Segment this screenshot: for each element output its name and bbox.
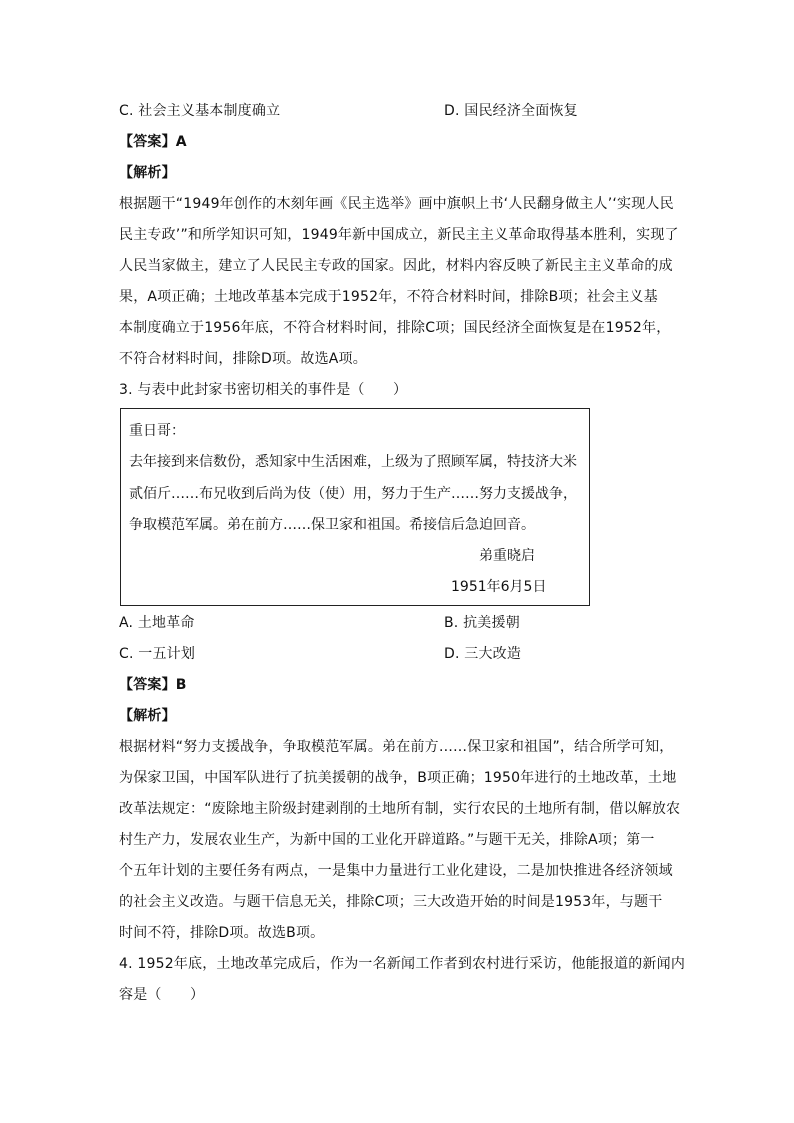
q2-analysis-line: 本制度确立于1956年底，不符合材料时间，排除C项；国民经济全面恢复是在1952年， — [119, 320, 671, 336]
q3-analysis-line: 为保家卫国，中国军队进行了抗美援朝的战争，B项正确；1950年进行的土地改革，土地 — [119, 770, 677, 786]
q3-analysis-line: 的社会主义改造。与题干信息无关，排除C项；三大改造开始的时间是1953年，与题干 — [119, 894, 663, 910]
q2-option-c: C. 社会主义基本制度确立 — [119, 103, 281, 119]
q3-analysis-label: 【解析】 — [119, 708, 176, 724]
letter-body-line: 争取模范军属。弟在前方……保卫家和祖国。希接信后急迫回音。 — [129, 517, 535, 533]
q2-option-d: D. 国民经济全面恢复 — [444, 103, 578, 119]
letter-signature: 弟重晓启 — [479, 548, 535, 564]
letter-table — [120, 408, 590, 606]
q3-option-d: D. 三大改造 — [444, 646, 522, 662]
q2-analysis-line: 人民当家做主，建立了人民民主专政的国家。因此，材料内容反映了新民主主义革命的成 — [119, 258, 673, 274]
q2-analysis-line: 根据题干“1949年创作的木刻年画《民主选举》画中旗帜上书‘人民翻身做主人’‘实现人民 — [119, 196, 674, 212]
q4-question-line: 4. 1952年底，土地改革完成后，作为一名新闻工作者到农村进行采访，他能报道的新闻内 — [119, 956, 686, 972]
q3-analysis-line: 时间不符，排除D项。故选B项。 — [119, 925, 325, 941]
q3-option-a: A. 土地革命 — [119, 615, 195, 631]
q3-analysis-line: 村生产力，发展农业生产，为新中国的工业化开辟道路。”与题干无关，排除A项；第一 — [119, 832, 655, 848]
letter-date: 1951年6月5日 — [451, 579, 547, 595]
q3-option-c: C. 一五计划 — [119, 646, 196, 662]
q3-answer: 【答案】B — [119, 677, 187, 693]
q2-analysis-line: 不符合材料时间，排除D项。故选A项。 — [119, 351, 367, 367]
q4-question-line: 容是（ ） — [119, 987, 205, 1003]
q2-answer: 【答案】A — [119, 134, 187, 150]
q2-analysis-line: 果，A项正确；土地改革基本完成于1952年，不符合材料时间，排除B项；社会主义基 — [119, 289, 658, 305]
q3-question: 3. 与表中此封家书密切相关的事件是（ ） — [119, 382, 408, 398]
q3-analysis-line: 个五年计划的主要任务有两点，一是集中力量进行工业化建设，二是加快推进各经济领域 — [119, 863, 673, 879]
letter-salutation: 重日哥： — [129, 423, 185, 439]
q3-analysis-line: 根据材料“努力支援战争，争取模范军属。弟在前方……保卫家和祖国”，结合所学可知， — [119, 739, 674, 755]
q2-analysis-line: 民主专政’”和所学知识可知，1949年新中国成立，新民主主义革命取得基本胜利，实现了 — [119, 227, 679, 243]
q2-analysis-label: 【解析】 — [119, 165, 176, 181]
letter-body-line: 贰佰斤……布兄收到后尚为伎（使）用，努力于生产……努力支援战争， — [129, 486, 577, 502]
q3-analysis-line: 改革法规定：“废除地主阶级封建剥削的土地所有制，实行农民的土地所有制，借以解放农 — [119, 801, 681, 817]
q3-option-b: B. 抗美援朝 — [444, 615, 520, 631]
letter-body-line: 去年接到来信数份，悉知家中生活困难，上级为了照顾军属，特技济大米 — [129, 454, 577, 470]
